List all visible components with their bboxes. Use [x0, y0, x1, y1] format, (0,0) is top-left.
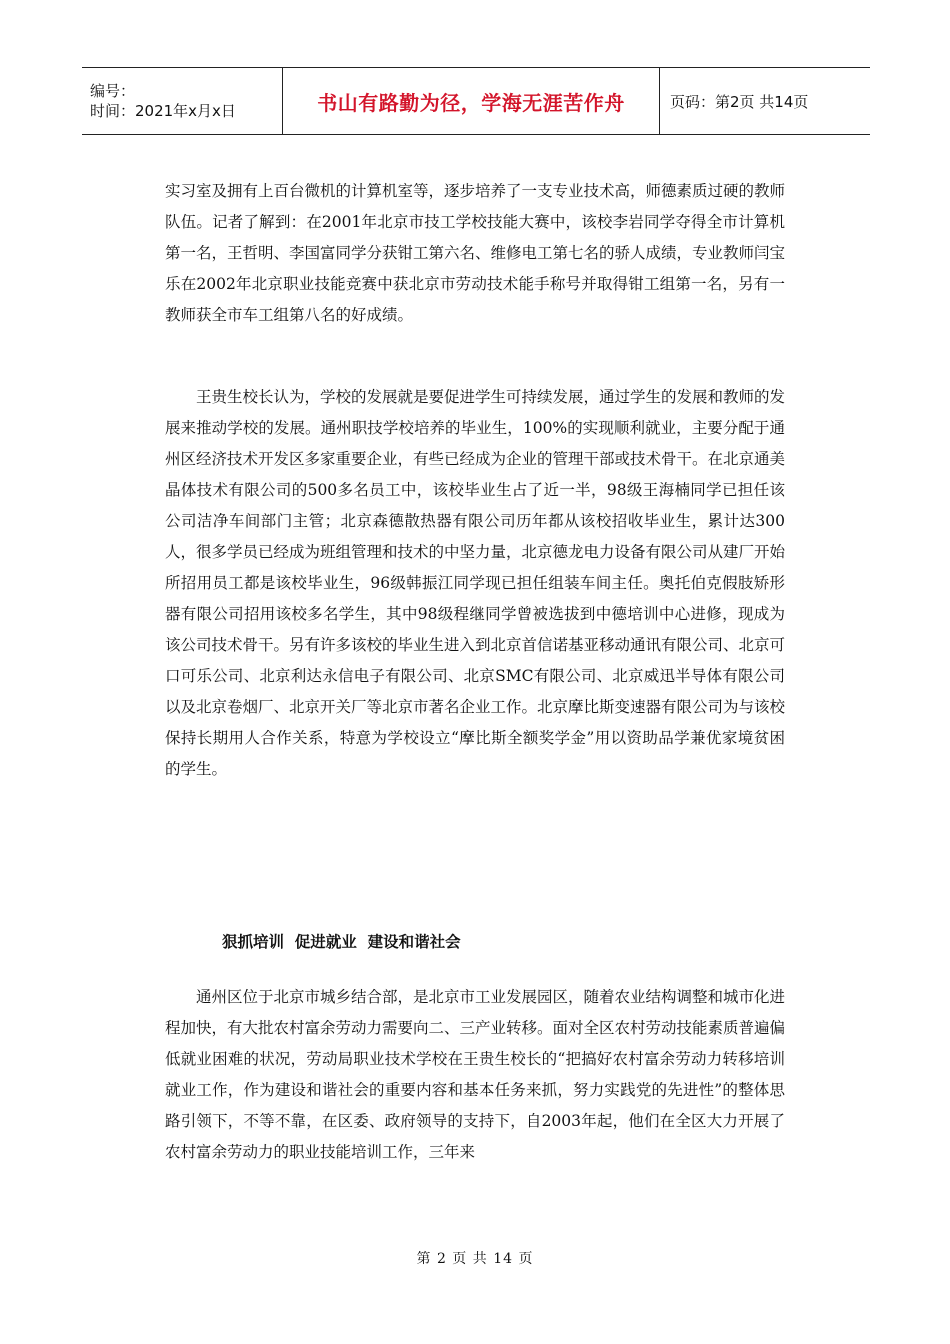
paragraph-3: 通州区位于北京市城乡结合部，是北京市工业发展园区，随着农业结构调整和城市化进程加快，有大批农村富余劳动力需要向二、三产业转移。面对全区农村劳动技能素质普遍偏低就业困难的状况，劳动局职业技术学校在王贵生校长的“把搞好农村富余劳动力转移培训就业工作，作为建设和谐社会的重要内容和基本任务来抓，努力实践党的先进性”的整体思路引领下，不等不靠，在区委、政府领导的支持下，自2003年起，他们在全区大力开展了农村富余劳动力的职业技能培训工作，三年来 [165, 988, 786, 1161]
header-motto-cell [282, 68, 660, 134]
header-meta [82, 68, 282, 134]
body-section-3 [165, 982, 785, 1168]
header-motto: 书山有路勤为径，学海无涯苦作舟 [317, 90, 625, 115]
body-section-2 [165, 382, 785, 785]
body-section-1 [165, 176, 785, 331]
paragraph-2: 王贵生校长认为，学校的发展就是要促进学生可持续发展，通过学生的发展和教师的发展来推动学校的发展。通州职技学校培养的毕业生，100%的实现顺利就业，主要分配于通州区经济技术开发区多家重要企业，有些已经成为企业的管理干部或技术骨干。在北京通美晶体技术有限公司的500多名员工中，该校毕业生占了近一半，98级王海楠同学已担任该公司洁净车间部门主管；北京森德散热器有限公司历年都从该校招收毕业生，累计达300人，很多学员已经成为班组管理和技术的中坚力量，北京德龙电力设备有限公司从建厂开始所招用员工都是该校毕业生，96级韩振江同学现已担任组装车间主任。奥托伯克假肢矫形器有限公司招用该校多名学生，其中98级程继同学曾被选拔到中德培训中心进修，现成为该公司技术骨干。另有许多该校的毕业生进入到北京首信诺基亚移动通讯有限公司、北京可口可乐公司、北京利达永信电子有限公司、北京SMC有限公司、北京威迅半导体有限公司以及北京卷烟厂、北京开关厂等北京市著名企业工作。北京摩比斯变速器有限公司为与该校保持长期用人合作关系，特意为学校设立“摩比斯全额奖学金”用以资助品学兼优家境贫困的学生。 [165, 388, 786, 778]
section-heading: 狠抓培训 促进就业 建设和谐社会 [222, 933, 461, 951]
document-date: 时间：2021年x月x日 [90, 102, 236, 120]
paragraph-1: 实习室及拥有上百台微机的计算机室等，逐步培养了一支专业技术高，师德素质过硬的教师队伍。记者了解到：在2001年北京市技工学校技能大赛中，该校李岩同学夺得全市计算机第一名，王哲明、李国富同学分获钳工第六名、维修电工第七名的骄人成绩，专业教师闫宝乐在2002年北京职业技能竞赛中获北京市劳动技术能手称号并取得钳工组第一名，另有一教师获全市车工组第八名的好成绩。 [165, 182, 786, 324]
header-page-cell [660, 68, 870, 134]
page-header [82, 67, 870, 135]
header-page-number: 页码：第2页 共14页 [670, 92, 809, 111]
page-footer: 第 2 页 共 14 页 [416, 1251, 534, 1267]
document-number-label: 编号： [90, 82, 136, 100]
